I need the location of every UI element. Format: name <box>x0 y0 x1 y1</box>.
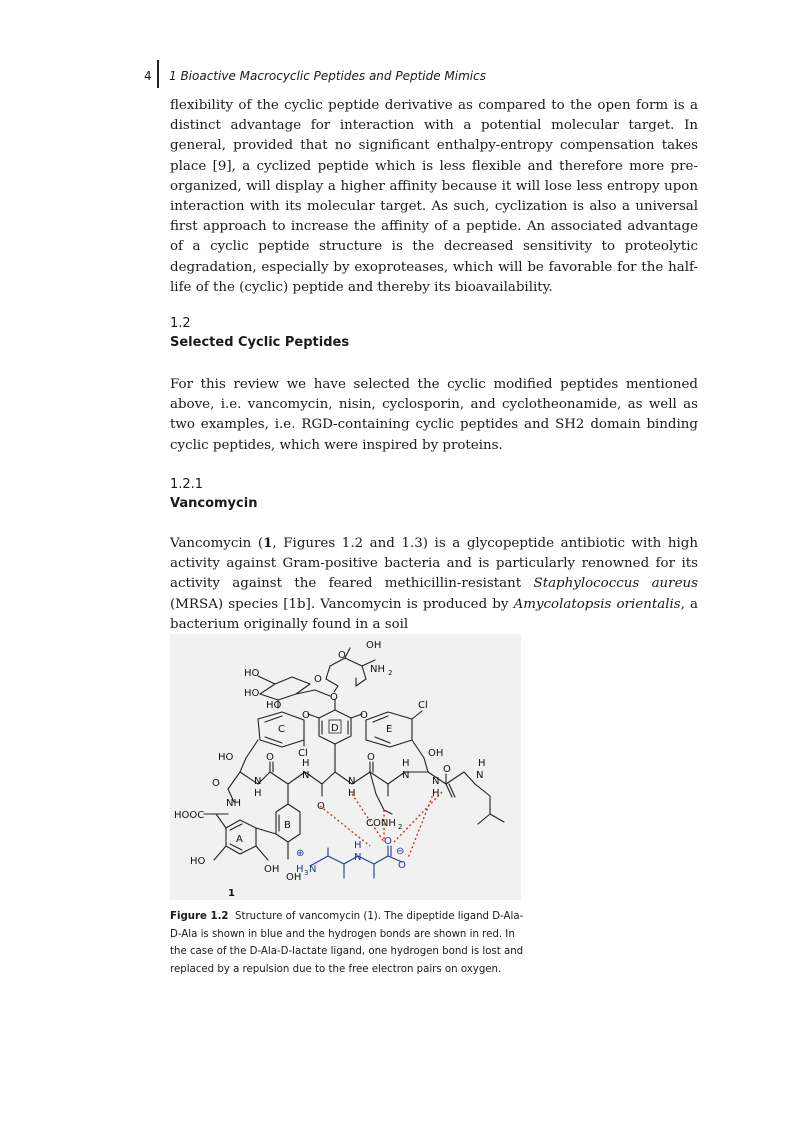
caption-label: Figure 1.2 <box>170 911 229 922</box>
header-rule <box>157 60 159 88</box>
caption-text: Structure of vancomycin (1). The dipeptide ligand D-Ala-D-Ala is shown in blue and the hydrogen bonds are shown in red. In the case of the D-Ala-D-lactate ligand, one hydrogen bond is lost and replaced by a repulsion due to the free electron pairs on oxygen. <box>170 911 524 975</box>
ligand-label: O <box>384 836 392 847</box>
ligand-label: N <box>354 852 362 863</box>
atom-label: O <box>338 650 346 661</box>
vancomycin-structure-diagram <box>170 634 521 900</box>
running-title: 1 Bioactive Macrocyclic Peptides and Peptide Mimics <box>169 69 486 83</box>
atom-label: OH <box>428 748 444 759</box>
atom-label: N <box>348 776 356 787</box>
ring-label-e: E <box>386 724 393 735</box>
ring-label-b: B <box>284 820 291 831</box>
atom-label: HO <box>190 856 206 867</box>
atom-label: NH <box>370 664 385 675</box>
atom-label: NH <box>226 798 241 809</box>
paragraph-flexibility: flexibility of the cyclic peptide derivative as compared to the open form is a distinct advantage for interaction with a potential molecular target. In general, provided that no significant enthalpy-entropy compensation takes place [9], a cyclized peptide which is less flexible and therefore more pre-organized, will display a higher affinity because it will lose less entropy upon interaction with its molecular target. As such, cyclization is also a universal first approach to increase the affinity of a peptide. An associated advantage of a cyclic peptide structure is the decreased sensitivity to proteolytic degradation, especially by exoproteases, which will be favorable for the half-life of the (cyclic) peptide and thereby its bioavailability. <box>170 98 698 295</box>
ligand-label: H <box>296 864 304 875</box>
atom-label: Cl <box>418 700 428 711</box>
atom-label: O <box>212 778 220 789</box>
atom-label: N <box>302 770 310 781</box>
ring-label-c: C <box>278 724 285 735</box>
atom-label: HOOC <box>174 810 205 821</box>
atom-label: O <box>314 674 322 685</box>
atom-label: O <box>367 752 375 763</box>
ligand-label-subscript: 3 <box>304 869 309 877</box>
subsection-number: 1.2.1 <box>170 477 204 492</box>
atom-label: Cl <box>298 748 308 759</box>
atom-label: HO <box>244 668 260 679</box>
text-run: Vancomycin ( <box>170 536 264 551</box>
ligand-label: O <box>398 860 406 871</box>
figure-vancomycin-structure <box>170 634 521 900</box>
subsection-title: Vancomycin <box>170 496 258 511</box>
figure-caption <box>170 908 525 978</box>
paragraph-review-selection: For this review we have selected the cyclic modified peptides mentioned above, i.e. vancomycin, nisin, cyclosporin, and cyclotheonamide, as well as two examples, i.e. RGD-containing cyclic peptides and SH2 domain binding cyclic peptides, which were inspired by proteins. <box>170 377 698 453</box>
atom-label: OH <box>366 640 382 651</box>
compound-number: 1 <box>228 888 235 899</box>
text-run: (MRSA) species [1b]. Vancomycin is produced by <box>170 596 514 612</box>
atom-label: H <box>432 788 440 799</box>
atom-label: HO <box>218 752 234 763</box>
ligand-label: H <box>354 840 362 851</box>
text-run: , Figures 1.2 and 1.3) is a glycopeptide antibiotic with high activity against Gram-positive bacteria and is particularly renowned for its activity against the feared methicillin-resistant <box>170 536 698 592</box>
page-number: 4 <box>144 69 152 83</box>
atom-label: H <box>478 758 486 769</box>
atom-label: HO <box>266 700 282 711</box>
atom-label: CONH <box>366 818 396 829</box>
atom-label: O <box>266 752 274 763</box>
ligand-label: ⊕ <box>296 848 305 859</box>
atom-label: N <box>254 776 262 787</box>
atom-label-subscript: 2 <box>388 669 393 677</box>
compound-ref: 1 <box>263 535 273 551</box>
atom-label: N <box>476 770 484 781</box>
atom-label: HO <box>244 688 260 699</box>
ligand-label: ⊖ <box>396 846 405 857</box>
atom-label: N <box>402 770 410 781</box>
atom-label: H <box>302 758 310 769</box>
text-run: , a bacterium originally found in a soil <box>170 596 699 632</box>
atom-labels <box>174 640 486 883</box>
ring-label-a: A <box>236 834 243 845</box>
ligand-label: N <box>309 864 317 875</box>
atom-label: O <box>302 710 310 721</box>
species-name: Staphylococcus aureus <box>533 576 698 592</box>
atom-label: O <box>330 692 338 703</box>
ring-label-d: D <box>331 723 339 734</box>
atom-label: H <box>254 788 262 799</box>
section-title: Selected Cyclic Peptides <box>170 335 350 350</box>
atom-label: OH <box>264 864 280 875</box>
atom-label: H <box>402 758 410 769</box>
atom-label: O <box>443 764 451 775</box>
section-number: 1.2 <box>170 316 191 331</box>
atom-label-subscript: 2 <box>398 823 403 831</box>
organism-name: Amycolatopsis orientalis <box>513 596 681 612</box>
atom-label: O <box>360 710 368 721</box>
atom-label: O <box>317 801 325 812</box>
paragraph-vancomycin <box>170 533 698 635</box>
atom-label: OH <box>286 872 302 883</box>
atom-label: H <box>348 788 356 799</box>
bonds <box>204 648 504 860</box>
atom-label: N <box>432 776 440 787</box>
